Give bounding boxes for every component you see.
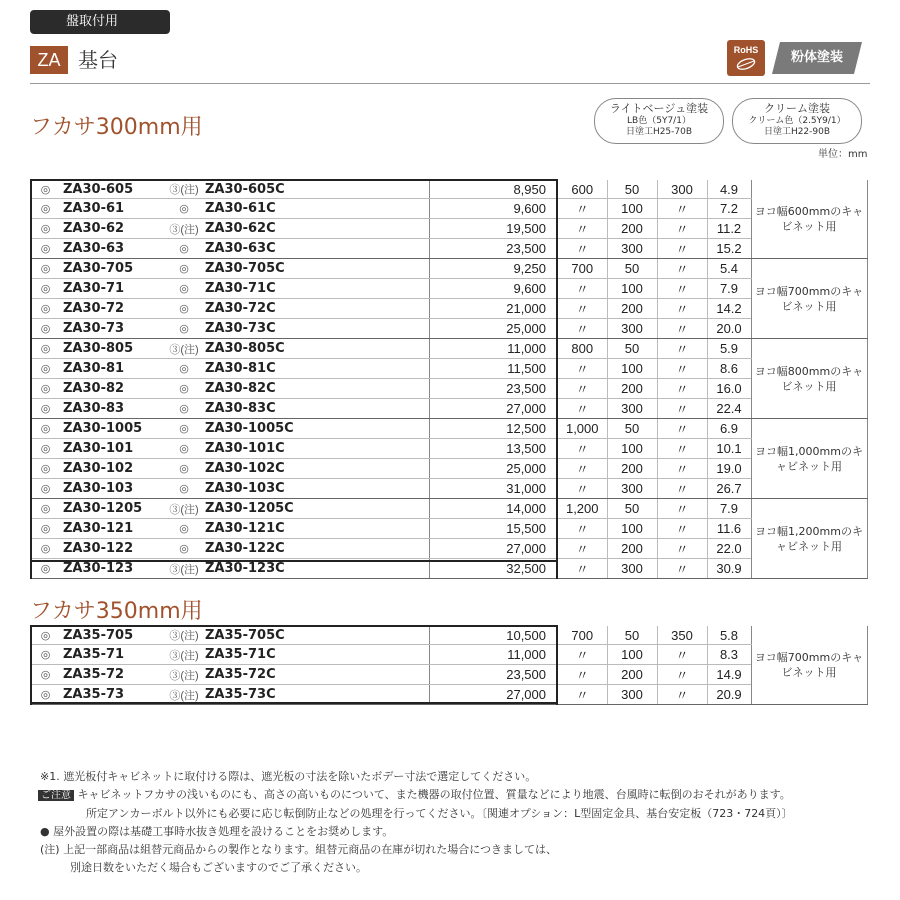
width-mm: 800 xyxy=(557,339,607,359)
price: 9,600 xyxy=(429,279,557,299)
stock-mark: ◎ xyxy=(31,299,59,319)
spec-table xyxy=(30,626,868,705)
cream-product-code: ZA30-121C xyxy=(201,519,429,539)
table-row xyxy=(31,419,867,439)
header-divider xyxy=(30,83,870,84)
stock-mark: ◎ xyxy=(31,379,59,399)
height-mm: 200 xyxy=(607,219,657,239)
rohs-badge xyxy=(727,40,765,76)
notes-block xyxy=(40,768,793,877)
height-mm: 50 xyxy=(607,339,657,359)
depth-mm: 350 xyxy=(657,626,707,645)
cream-product-code: ZA30-63C xyxy=(201,239,429,259)
price: 27,000 xyxy=(429,539,557,559)
cream-stock-mark: ③(注) xyxy=(167,499,201,519)
mass-kg: 11.2 xyxy=(707,219,751,239)
width-mm: 〃 xyxy=(557,519,607,539)
cream-product-code: ZA35-71C xyxy=(201,645,429,665)
depth-mm: 〃 xyxy=(657,439,707,459)
depth-mm: 〃 xyxy=(657,399,707,419)
note-2a: キャビネットフカサの浅いものにも、高さの高いものについて、また機器の取付位置、質量などにより地震、台風時に転倒のおそれがあります。 xyxy=(77,788,791,801)
mass-kg: 5.9 xyxy=(707,339,751,359)
height-mm: 300 xyxy=(607,399,657,419)
cream-product-code: ZA30-71C xyxy=(201,279,429,299)
cream-product-code: ZA30-122C xyxy=(201,539,429,559)
mass-kg: 5.4 xyxy=(707,259,751,279)
stock-mark: ◎ xyxy=(31,180,59,199)
table-row xyxy=(31,519,867,539)
stock-mark: ◎ xyxy=(31,559,59,579)
mass-kg: 19.0 xyxy=(707,459,751,479)
depth-mm: 〃 xyxy=(657,539,707,559)
stock-mark: ◎ xyxy=(31,199,59,219)
product-code: ZA30-1005 xyxy=(59,419,167,439)
table-row xyxy=(31,319,867,339)
stock-mark: ◎ xyxy=(31,499,59,519)
mass-kg: 26.7 xyxy=(707,479,751,499)
table-row xyxy=(31,559,867,579)
table-row xyxy=(31,645,867,665)
table-row xyxy=(31,199,867,219)
cream-stock-mark: ③(注) xyxy=(167,180,201,199)
width-mm: 〃 xyxy=(557,685,607,705)
mass-kg: 7.9 xyxy=(707,499,751,519)
cream-product-code: ZA30-73C xyxy=(201,319,429,339)
cream-stock-mark: ◎ xyxy=(167,239,201,259)
product-code: ZA35-73 xyxy=(59,685,167,705)
depth-mm: 〃 xyxy=(657,459,707,479)
product-code: ZA35-71 xyxy=(59,645,167,665)
stock-mark: ◎ xyxy=(31,459,59,479)
price: 11,000 xyxy=(429,339,557,359)
price: 23,500 xyxy=(429,665,557,685)
cream-product-code: ZA30-102C xyxy=(201,459,429,479)
product-code: ZA30-73 xyxy=(59,319,167,339)
category-tag: 盤取付用 xyxy=(30,10,170,34)
stock-mark: ◎ xyxy=(31,359,59,379)
price: 27,000 xyxy=(429,685,557,705)
price: 14,000 xyxy=(429,499,557,519)
product-code: ZA30-101 xyxy=(59,439,167,459)
stock-mark: ◎ xyxy=(31,339,59,359)
product-code: ZA30-805 xyxy=(59,339,167,359)
table-row xyxy=(31,219,867,239)
mass-kg: 7.2 xyxy=(707,199,751,219)
cream-product-code: ZA30-81C xyxy=(201,359,429,379)
height-mm: 50 xyxy=(607,626,657,645)
product-code: ZA30-102 xyxy=(59,459,167,479)
price: 25,000 xyxy=(429,459,557,479)
depth-mm: 〃 xyxy=(657,665,707,685)
price: 10,500 xyxy=(429,626,557,645)
cabinet-note: ヨコ幅1,200mmのキャビネット用 xyxy=(751,499,867,579)
width-mm: 〃 xyxy=(557,479,607,499)
stock-mark: ◎ xyxy=(31,399,59,419)
table-row xyxy=(31,279,867,299)
width-mm: 〃 xyxy=(557,219,607,239)
cream-stock-mark: ③(注) xyxy=(167,685,201,705)
cream-stock-mark: ◎ xyxy=(167,199,201,219)
stock-mark: ◎ xyxy=(31,439,59,459)
color-name: クリーム塗装 xyxy=(764,102,830,115)
table-row xyxy=(31,379,867,399)
stock-mark: ◎ xyxy=(31,539,59,559)
section-title-300: フカサ300mm用 xyxy=(30,115,203,140)
cream-stock-mark: ③(注) xyxy=(167,219,201,239)
cream-product-code: ZA30-1205C xyxy=(201,499,429,519)
mass-kg: 15.2 xyxy=(707,239,751,259)
product-code: ZA30-81 xyxy=(59,359,167,379)
price: 11,500 xyxy=(429,359,557,379)
height-mm: 200 xyxy=(607,665,657,685)
width-mm: 600 xyxy=(557,180,607,199)
cream-product-code: ZA30-72C xyxy=(201,299,429,319)
price: 25,000 xyxy=(429,319,557,339)
depth-mm: 〃 xyxy=(657,519,707,539)
depth-mm: 〃 xyxy=(657,559,707,579)
cream-stock-mark: ◎ xyxy=(167,519,201,539)
cream-stock-mark: ◎ xyxy=(167,459,201,479)
cream-product-code: ZA30-62C xyxy=(201,219,429,239)
stock-mark: ◎ xyxy=(31,319,59,339)
height-mm: 200 xyxy=(607,459,657,479)
price: 23,500 xyxy=(429,379,557,399)
cream-stock-mark: ◎ xyxy=(167,259,201,279)
mass-kg: 20.9 xyxy=(707,685,751,705)
price: 19,500 xyxy=(429,219,557,239)
stock-mark: ◎ xyxy=(31,665,59,685)
height-mm: 300 xyxy=(607,239,657,259)
product-code: ZA30-82 xyxy=(59,379,167,399)
height-mm: 300 xyxy=(607,559,657,579)
table-row xyxy=(31,399,867,419)
width-mm: 〃 xyxy=(557,399,607,419)
table-row xyxy=(31,665,867,685)
width-mm: 〃 xyxy=(557,319,607,339)
powder-coating-badge xyxy=(772,42,862,74)
cream-product-code: ZA30-1005C xyxy=(201,419,429,439)
width-mm: 〃 xyxy=(557,379,607,399)
cream-stock-mark: ③(注) xyxy=(167,645,201,665)
depth-mm: 〃 xyxy=(657,645,707,665)
color-ref: 日塗工H22-90B xyxy=(763,127,831,137)
height-mm: 100 xyxy=(607,439,657,459)
depth-mm: 〃 xyxy=(657,199,707,219)
height-mm: 200 xyxy=(607,379,657,399)
mass-kg: 11.6 xyxy=(707,519,751,539)
product-code: ZA30-71 xyxy=(59,279,167,299)
mass-kg: 20.0 xyxy=(707,319,751,339)
depth-mm: 〃 xyxy=(657,685,707,705)
product-code: ZA30-1205 xyxy=(59,499,167,519)
table-row xyxy=(31,239,867,259)
spec-table xyxy=(30,180,868,579)
product-code: ZA30-103 xyxy=(59,479,167,499)
depth-mm: 〃 xyxy=(657,259,707,279)
product-code: ZA30-705 xyxy=(59,259,167,279)
price: 9,600 xyxy=(429,199,557,219)
mass-kg: 16.0 xyxy=(707,379,751,399)
height-mm: 100 xyxy=(607,279,657,299)
mass-kg: 5.8 xyxy=(707,626,751,645)
price: 32,500 xyxy=(429,559,557,579)
mass-kg: 10.1 xyxy=(707,439,751,459)
table-row xyxy=(31,626,867,645)
cream-stock-mark: ③(注) xyxy=(167,559,201,579)
color-option-beige xyxy=(594,98,724,144)
cabinet-note: ヨコ幅700mmのキャビネット用 xyxy=(751,626,867,705)
stock-mark: ◎ xyxy=(31,279,59,299)
product-code: ZA30-63 xyxy=(59,239,167,259)
mass-kg: 14.2 xyxy=(707,299,751,319)
price: 31,000 xyxy=(429,479,557,499)
product-code: ZA30-122 xyxy=(59,539,167,559)
cream-product-code: ZA30-83C xyxy=(201,399,429,419)
depth-mm: 〃 xyxy=(657,499,707,519)
depth-mm: 〃 xyxy=(657,239,707,259)
height-mm: 300 xyxy=(607,319,657,339)
width-mm: 〃 xyxy=(557,299,607,319)
cream-product-code: ZA30-605C xyxy=(201,180,429,199)
cabinet-note: ヨコ幅800mmのキャビネット用 xyxy=(751,339,867,419)
height-mm: 50 xyxy=(607,180,657,199)
price: 9,250 xyxy=(429,259,557,279)
product-code: ZA30-123 xyxy=(59,559,167,579)
mass-kg: 30.9 xyxy=(707,559,751,579)
note-1: ※1. 遮光板付キャビネットに取付ける際は、遮光板の寸法を除いたボデー寸法で選定してください。 xyxy=(40,770,537,783)
cream-product-code: ZA35-72C xyxy=(201,665,429,685)
mass-kg: 8.6 xyxy=(707,359,751,379)
color-ref: 日塗工H25-70B xyxy=(625,127,693,137)
cabinet-note: ヨコ幅1,000mmのキャビネット用 xyxy=(751,419,867,499)
cream-stock-mark: ◎ xyxy=(167,539,201,559)
width-mm: 〃 xyxy=(557,359,607,379)
width-mm: 700 xyxy=(557,259,607,279)
mass-kg: 14.9 xyxy=(707,665,751,685)
cream-product-code: ZA30-705C xyxy=(201,259,429,279)
price: 15,500 xyxy=(429,519,557,539)
table-row xyxy=(31,339,867,359)
price: 11,000 xyxy=(429,645,557,665)
cream-product-code: ZA30-61C xyxy=(201,199,429,219)
table-row xyxy=(31,359,867,379)
table-row xyxy=(31,180,867,199)
page-title: 基台 xyxy=(78,48,118,72)
width-mm: 〃 xyxy=(557,439,607,459)
powder-label: 粉体塗装 xyxy=(790,50,843,65)
height-mm: 300 xyxy=(607,685,657,705)
width-mm: 1,200 xyxy=(557,499,607,519)
cream-stock-mark: ◎ xyxy=(167,439,201,459)
stock-mark: ◎ xyxy=(31,519,59,539)
product-code: ZA30-62 xyxy=(59,219,167,239)
width-mm: 〃 xyxy=(557,645,607,665)
mass-kg: 4.9 xyxy=(707,180,751,199)
product-code: ZA30-605 xyxy=(59,180,167,199)
depth-mm: 〃 xyxy=(657,379,707,399)
color-code: クリーム色（2.5Y9/1） xyxy=(748,116,846,126)
width-mm: 700 xyxy=(557,626,607,645)
stock-mark: ◎ xyxy=(31,239,59,259)
height-mm: 300 xyxy=(607,479,657,499)
mass-kg: 22.0 xyxy=(707,539,751,559)
depth-mm: 〃 xyxy=(657,479,707,499)
price: 12,500 xyxy=(429,419,557,439)
cream-stock-mark: ◎ xyxy=(167,299,201,319)
depth-mm: 〃 xyxy=(657,219,707,239)
price: 8,950 xyxy=(429,180,557,199)
depth-mm: 〃 xyxy=(657,299,707,319)
stock-mark: ◎ xyxy=(31,645,59,665)
stock-mark: ◎ xyxy=(31,219,59,239)
height-mm: 200 xyxy=(607,299,657,319)
stock-mark: ◎ xyxy=(31,259,59,279)
color-code: LB色（5Y7/1） xyxy=(627,116,691,126)
width-mm: 〃 xyxy=(557,199,607,219)
leaf-icon xyxy=(727,57,765,75)
note-2 xyxy=(38,786,793,805)
width-mm: 〃 xyxy=(557,539,607,559)
cream-product-code: ZA35-705C xyxy=(201,626,429,645)
width-mm: 〃 xyxy=(557,665,607,685)
table-row xyxy=(31,685,867,705)
table-row xyxy=(31,539,867,559)
cream-stock-mark: ③(注) xyxy=(167,626,201,645)
width-mm: 1,000 xyxy=(557,419,607,439)
cream-product-code: ZA30-103C xyxy=(201,479,429,499)
height-mm: 100 xyxy=(607,359,657,379)
product-code: ZA30-61 xyxy=(59,199,167,219)
cream-product-code: ZA35-73C xyxy=(201,685,429,705)
depth-mm: 〃 xyxy=(657,319,707,339)
note-2b: 所定アンカーボルト以外にも必要に応じ転倒防止などの処理を行ってください。〔関連オプション：L型固定金具、基台安定板（723・724頁）〕 xyxy=(86,807,793,820)
cream-stock-mark: ◎ xyxy=(167,419,201,439)
mass-kg: 6.9 xyxy=(707,419,751,439)
cream-product-code: ZA30-123C xyxy=(201,559,429,579)
product-code: ZA30-72 xyxy=(59,299,167,319)
section-title-350: フカサ350mm用 xyxy=(30,599,203,624)
caution-label: ご注意 xyxy=(38,790,74,801)
cream-stock-mark: ◎ xyxy=(167,319,201,339)
height-mm: 100 xyxy=(607,199,657,219)
width-mm: 〃 xyxy=(557,279,607,299)
mass-kg: 7.9 xyxy=(707,279,751,299)
note-3: ● 屋外設置の際は基礎工事時水抜き処理を設けることをお奨めします。 xyxy=(40,825,394,838)
color-option-cream xyxy=(732,98,862,144)
height-mm: 100 xyxy=(607,519,657,539)
width-mm: 〃 xyxy=(557,239,607,259)
cream-product-code: ZA30-101C xyxy=(201,439,429,459)
table-row xyxy=(31,479,867,499)
depth-mm: 〃 xyxy=(657,419,707,439)
series-code-badge: ZA xyxy=(30,46,68,74)
table-row xyxy=(31,259,867,279)
height-mm: 100 xyxy=(607,645,657,665)
price: 13,500 xyxy=(429,439,557,459)
product-code: ZA30-121 xyxy=(59,519,167,539)
cream-stock-mark: ③(注) xyxy=(167,339,201,359)
cream-stock-mark: ◎ xyxy=(167,379,201,399)
mass-kg: 8.3 xyxy=(707,645,751,665)
rohs-label: RoHS xyxy=(733,45,759,55)
product-code: ZA30-83 xyxy=(59,399,167,419)
table-row xyxy=(31,499,867,519)
product-code: ZA35-705 xyxy=(59,626,167,645)
width-mm: 〃 xyxy=(557,459,607,479)
depth-mm: 〃 xyxy=(657,279,707,299)
width-mm: 〃 xyxy=(557,559,607,579)
color-name: ライトベージュ塗装 xyxy=(609,102,709,115)
price: 23,500 xyxy=(429,239,557,259)
mass-kg: 22.4 xyxy=(707,399,751,419)
depth-mm: 300 xyxy=(657,180,707,199)
cream-product-code: ZA30-82C xyxy=(201,379,429,399)
cabinet-note: ヨコ幅700mmのキャビネット用 xyxy=(751,259,867,339)
cream-stock-mark: ③(注) xyxy=(167,665,201,685)
height-mm: 200 xyxy=(607,539,657,559)
cream-stock-mark: ◎ xyxy=(167,479,201,499)
note-4a: (注) 上記一部商品は組替元商品からの製作となります。組替元商品の在庫が切れた場合につきましては、 xyxy=(40,843,557,856)
stock-mark: ◎ xyxy=(31,479,59,499)
depth-mm: 〃 xyxy=(657,339,707,359)
stock-mark: ◎ xyxy=(31,419,59,439)
product-code: ZA35-72 xyxy=(59,665,167,685)
height-mm: 50 xyxy=(607,259,657,279)
unit-label: 単位：mm xyxy=(818,149,868,160)
price: 27,000 xyxy=(429,399,557,419)
depth-mm: 〃 xyxy=(657,359,707,379)
height-mm: 50 xyxy=(607,499,657,519)
height-mm: 50 xyxy=(607,419,657,439)
price: 21,000 xyxy=(429,299,557,319)
table-row xyxy=(31,459,867,479)
cream-product-code: ZA30-805C xyxy=(201,339,429,359)
table-row xyxy=(31,439,867,459)
cream-stock-mark: ◎ xyxy=(167,279,201,299)
cream-stock-mark: ◎ xyxy=(167,359,201,379)
cabinet-note: ヨコ幅600mmのキャビネット用 xyxy=(751,180,867,259)
stock-mark: ◎ xyxy=(31,685,59,705)
note-4b: 別途日数をいただく場合もございますのでご了承ください。 xyxy=(70,861,367,874)
cream-stock-mark: ◎ xyxy=(167,399,201,419)
stock-mark: ◎ xyxy=(31,626,59,645)
table-row xyxy=(31,299,867,319)
